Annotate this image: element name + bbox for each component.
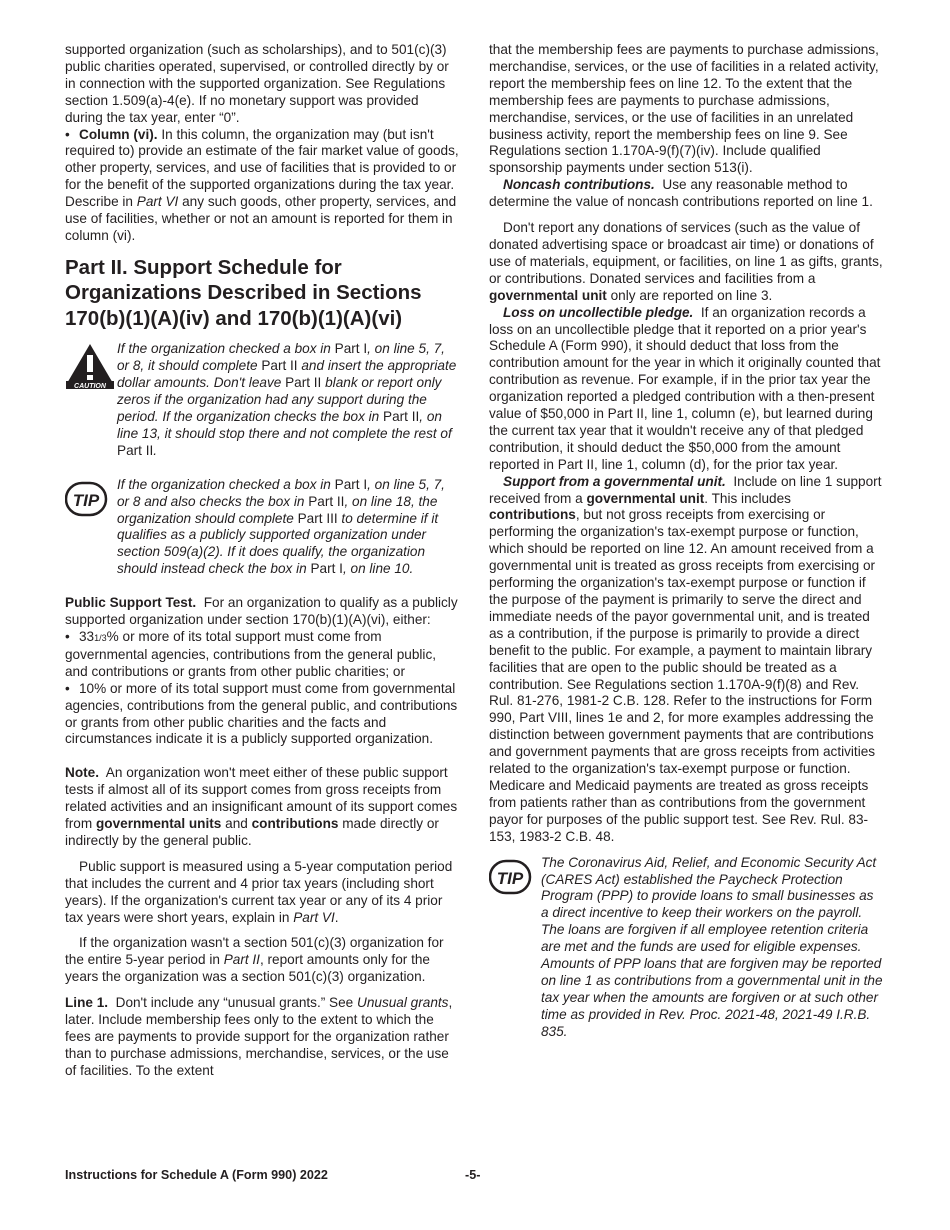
tip-callout: [65, 477, 460, 578]
column-vi-part-vi: Part VI: [136, 194, 179, 210]
uncollectible-pledge-text: If an organization records a loss on an uncollectible pledge that it reported on a prior year's Schedule A (Form 990), it should deduct that loss from the contribution amount for the year in which it originally counted that contribution as revenue. For example, if in the prior tax year the organization reported a pledged contribution with a then-present value of $50,000 in Part II, line 1, column (e), but learned during the current tax year that it wouldn't receive any of that pledged contribution, it should deduct the $50,000 from the amount reported in Part II, line 1, column (d), for the prior tax year.: [489, 304, 881, 472]
bullet-item: [65, 681, 460, 749]
note-text-2: and: [221, 816, 252, 832]
governmental-unit-text-1: Include on line 1 support received from a: [489, 473, 882, 506]
caution-callout: [65, 341, 460, 459]
note-governmental-units: governmental units: [95, 816, 222, 832]
public-support-test-label: Public Support Test.: [65, 595, 197, 611]
tip-part-ref: Part I: [334, 476, 368, 492]
caution-text-3: and insert the appropriate dollar amounts. Don't leave: [117, 358, 457, 391]
bullet-item: [65, 629, 460, 681]
uncollectible-pledge-paragraph: [489, 305, 884, 474]
governmental-unit-label: Support from a governmental unit.: [503, 473, 726, 489]
uncollectible-pledge-label: Loss on uncollectible pledge.: [503, 304, 694, 320]
caution-icon: [65, 343, 115, 389]
noncash-label: Noncash contributions.: [503, 177, 655, 193]
tip-text-5: , on line 10.: [342, 561, 414, 577]
public-support-text-1: Public support is measured using a 5-year computation period that includes the current and 4 prior tax years (including short years). If the organization's current tax year or any of its 4 prior tax years were short years, explain in: [65, 858, 453, 925]
bullet-1-text: % or more of its total support must come from governmental agencies, contributions from the general public, and contributions or grants from other public charities; or: [65, 628, 437, 679]
bullet-icon: •: [65, 680, 70, 696]
caution-part-ref: Part II: [383, 409, 420, 424]
part-ii-heading: Part II. Support Schedule for Organizations Described in Sections 170(b)(1)(A)(iv) and 170(b)(1)(A)(vi): [65, 255, 422, 330]
tip-text-1: If the organization checked a box in: [117, 476, 335, 492]
public-support-test-text: For an organization to qualify as a publicly supported organization under section 170(b)(1)(A)(vi), either:: [65, 595, 458, 628]
donated-services-text-1: Don't report any donations of services (such as the value of donated advertising space or broadcast air time) or donations of use of materials, equipment, or facilities, on line 1 as gifts, grants, or contributions. Donated services and facilities from a: [489, 220, 883, 286]
caution-text-6: .: [153, 442, 158, 458]
donated-services-governmental-unit: governmental unit: [489, 287, 607, 303]
intro-paragraph: supported organization (such as scholarships), and to 501(c)(3) public charities operated, supervised, or controlled directly by or in connection with the supported organization. See Regulations section 1.509(a)-4(e). If no monetary support was provided during the tax year, enter “0”.: [65, 42, 449, 125]
note-contributions: contributions: [251, 816, 339, 832]
caution-label: CAUTION: [74, 383, 106, 390]
bullet-1-number: 33: [79, 628, 95, 644]
tip-part-ref: Part III: [297, 510, 338, 526]
tip-icon: [65, 479, 115, 519]
line-1-unusual-grants: Unusual grants: [357, 995, 449, 1011]
caution-text-1: If the organization checked a box in: [117, 341, 335, 357]
left-column: [65, 42, 460, 1080]
public-support-test-paragraph: [65, 595, 460, 629]
governmental-unit-contributions: contributions: [489, 507, 576, 523]
note-text-1: An organization won't meet either of these public support tests if almost all of its support comes from gross receipts from related activities and an insignificant amount of its support comes from: [65, 765, 458, 832]
not-501c3-part-ii: Part II: [223, 952, 260, 968]
noncash-paragraph: [489, 177, 884, 211]
column-vi-paragraph: [65, 127, 460, 245]
membership-fees-paragraph: that the membership fees are payments to purchase admissions, merchandise, services, or the use of facilities in a related activity, report the membership fees on line 12. To the extent that the membership fees are payments to purchase admissions, merchandise, services, or the use of facilities in an unrelated business activity, report the membership fees on line 9. See Regulations section 1.170A-9(f)(7)(iv). Include qualified sponsorship payments under section 513(i).: [489, 42, 879, 176]
caution-part-ref: Part II: [117, 442, 154, 458]
caution-text-4: blank or report only zeros if the organization had any support during the period. If the organization checks the box in: [117, 375, 442, 424]
right-column: [489, 42, 884, 1041]
caution-part-ref: Part I: [334, 341, 368, 357]
not-501c3-paragraph: [65, 935, 460, 986]
donated-services-text-2: only are reported on line 3.: [606, 287, 773, 303]
caution-part-ref: Part II: [285, 375, 322, 391]
not-501c3-text-2: , report amounts only for the years the organization was a section 501(c)(3) organization.: [65, 952, 430, 985]
line-1-paragraph: [65, 995, 460, 1080]
tip-callout: [489, 855, 884, 1041]
tip-label: TIP: [496, 868, 524, 888]
line-1-label: Line 1.: [65, 995, 109, 1011]
note-text-3: made directly or indirectly by the general public.: [65, 816, 439, 848]
tip-text-3: , on line 18, the organization should complete: [117, 493, 438, 526]
bullet-2-text: 10% or more of its total support must come from governmental agencies, contributions from the general public, and contributions or grants from other public charities and the facts and circumstances indicate it is a publicly supported organization.: [65, 680, 458, 747]
governmental-unit-paragraph: [489, 474, 884, 846]
tip-text-2: , on line 5, 7, or 8 and also checks the box in: [117, 476, 445, 509]
tip-label: TIP: [72, 490, 100, 510]
line-1-text-2: , later. Include membership fees only to the extent to which the fees are payments to provide support for the organization rather than to purchase admissions, merchandise, services, or the use of facilities. To the extent: [65, 995, 453, 1078]
caution-part-ref: Part II: [261, 358, 298, 374]
column-vi-text-2: any such goods, other property, services, and use of facilities, whether or not an amount is reported for them in column (vi).: [65, 194, 457, 243]
note-label: Note.: [65, 765, 99, 781]
governmental-unit-bold: governmental unit: [586, 490, 705, 506]
column-vi-text-1: In this column, the organization may (but isn't required to) provide an estimate of the fair market value of goods, other property, services, and use of facilities that is provided to or for the benefit of the supported organizations during the tax year. Describe in: [65, 126, 459, 210]
public-support-part-vi: Part VI: [293, 909, 335, 925]
governmental-unit-text-3: , but not gross receipts from exercising or performing the organization's tax-exempt purpose or function, which should be reported on line 12. An amount received from a governmental unit is treated as gross receipts from exercising or performing the organization's tax-exempt purpose or function if the purpose of the payment is primarily to serve the direct and immediate needs of the payor governmental unit, and is treated as a contribution, if the purpose is primarily to provide a direct benefit to the public. For example, a payment to maintain library facilities that are open to the public should be treated as a contribution. See Regulations section 1.170A-9(f)(8) and Rev. Rul. 81-276, 1981-2 C.B. 128. Refer to the instructions for Form 990, Part VIII, lines 1e and 2, for more examples addressing the distinction between government payments that are contributions and government payments that are gross receipts from activities related to the organization's tax-exempt purpose or function. Medicare and Medicaid payments are treated as gross receipts from patients rather than as contributions from the government payor for purposes of the public support test. See Rev. Rul. 83-153, 1983-2 C.B. 48.: [489, 507, 876, 844]
cares-act-tip-text: The Coronavirus Aid, Relief, and Economic Security Act (CARES Act) established the Paycheck Protection Program (PPP) to provide loans to small businesses as a direct incentive to keep their workers on the payroll. The loans are forgiven if all employee retention criteria are met and the funds are used for eligible expenses. Amounts of PPP loans that are forgiven may be reported on line 1 as contributions from a governmental unit in the tax year when the amounts are forgiven or at such other time as provided in Rev. Proc. 2021-48, 2021-49 I.R.B. 835.: [541, 854, 883, 1039]
tip-text-4: to determine if it qualifies as a publicly supported organization under section 509(a)(2). If it does qualify, the organization should instead check the box in: [117, 510, 439, 577]
governmental-unit-text-2: . This includes: [704, 490, 791, 506]
footer-title: Instructions for Schedule A (Form 990) 2022: [65, 1168, 328, 1182]
note-paragraph: [65, 765, 460, 850]
public-support-text-2: .: [334, 909, 339, 925]
line-1-text-1: Don't include any “unusual grants.” See: [115, 995, 358, 1011]
page-number: -5-: [465, 1168, 481, 1182]
bullet-1-fraction: 1/3: [94, 632, 107, 643]
noncash-text: Use any reasonable method to determine the value of noncash contributions reported on line 1.: [489, 177, 873, 210]
bullet-icon: •: [65, 126, 70, 142]
column-vi-label: Column (vi).: [79, 126, 158, 142]
caution-text-5: , on line 13, it should stop there and not complete the rest of: [117, 409, 452, 441]
public-support-paragraph: [65, 859, 460, 927]
tip-part-ref: Part II: [308, 493, 345, 509]
tip-part-ref: Part I: [310, 561, 343, 577]
not-501c3-text-1: If the organization wasn't a section 501(c)(3) organization for the entire 5-year period in: [65, 935, 444, 968]
caution-text-2: , on line 5, 7, or 8, it should complete: [117, 341, 445, 374]
tip-icon: [489, 857, 539, 897]
bullet-icon: •: [65, 628, 70, 644]
donated-services-paragraph: [489, 220, 884, 305]
